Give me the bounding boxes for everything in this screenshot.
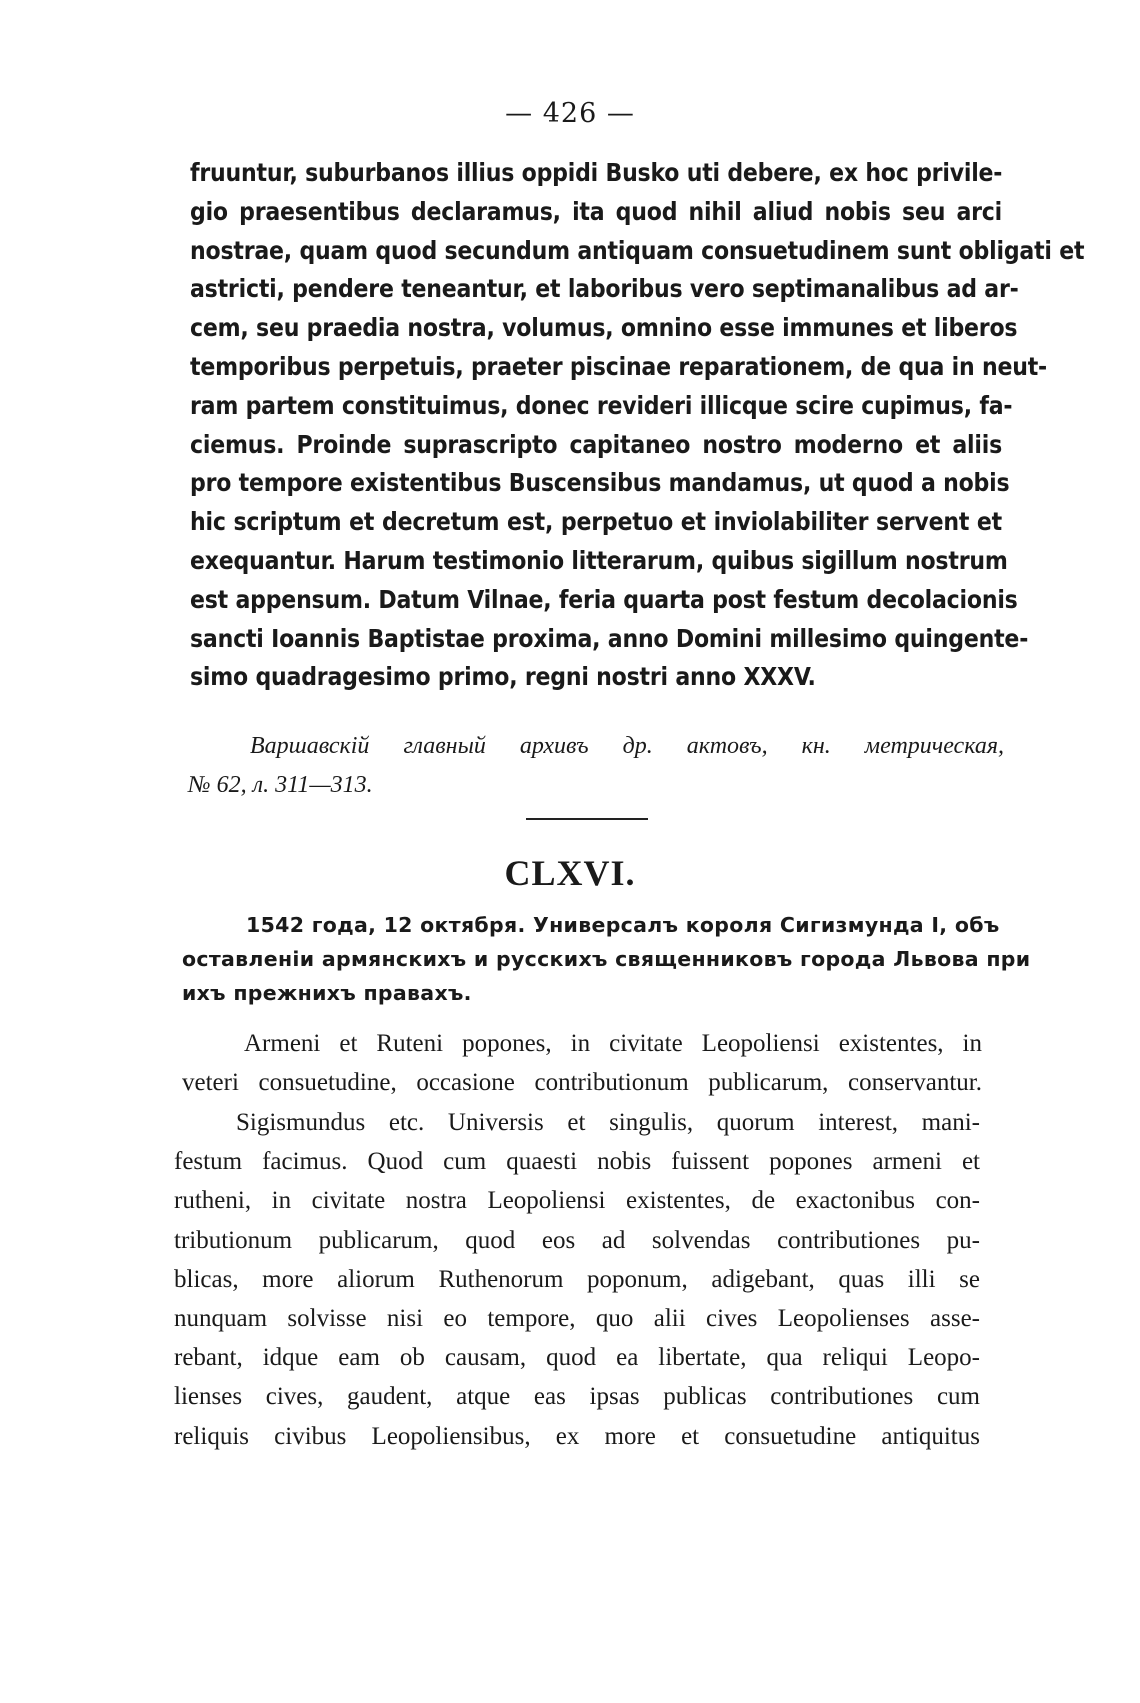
page-number: — 426 — [505,98,635,129]
text-line: fruuntur, suburbanos illius oppidi Busko uti debere, ex hoc privile- [190,158,1003,187]
summary-line: Armeni et Ruteni popones, in civitate Leopoliensi existentes, in [244,1030,982,1057]
heading-line: 1542 года, 12 октября. Универсалъ короля Сигизмунда I, объ [246,913,1000,937]
source-line: Варшавскій главный архивъ др. актовъ, кн. метрическая, [250,733,1004,759]
source-line: № 62, л. 311—313. [188,772,373,798]
heading-line: оставленіи армянскихъ и русскихъ священниковъ города Львова при [182,947,1031,971]
text-line: hic scriptum et decretum est, perpetuo et inviolabiliter servent et [190,507,1002,537]
text-line: astricti, pendere teneantur, et laboribus vero septimanalibus ad ar- [190,274,1019,304]
body-line: rebant, idque eam ob causam, quod ea libertate, qua reliqui Leopo- [174,1344,980,1372]
document-summary [182,1024,982,1102]
body-line: lienses cives, gaudent, atque eas ipsas publicas contributiones cum [174,1383,980,1411]
document-body [174,1103,980,1456]
text-line: pro tempore existentibus Buscensibus mandamus, ut quod a nobis [190,468,1010,498]
text-line: est appensum. Datum Vilnae, feria quarta post festum decolacionis [190,584,1018,614]
body-line: festum facimus. Quod cum quaesti nobis fuissent popones armeni et [174,1148,980,1176]
body-line: nunquam solvisse nisi eo tempore, quo alii cives Leopolienses asse- [174,1305,980,1333]
document-number: CLXVI. [504,853,636,893]
body-line: tributionum publicarum, quod eos ad solvendas contributiones pu- [174,1226,980,1254]
text-line: sancti Ioannis Baptistae proxima, anno Domini millesimo quingente- [190,623,1029,653]
text-line: simo quadragesimo primo, regni nostri anno XXXV. [190,662,816,692]
text-line: ram partem constituimus, donec revideri illicque scire cupimus, fa- [190,390,1013,420]
body-line: rutheni, in civitate nostra Leopoliensi existentes, de exactonibus con- [174,1187,980,1215]
body-line: reliquis civibus Leopoliensibus, ex more et consuetudine antiquitus [174,1422,980,1450]
archive-source-note [188,727,1004,805]
text-line: temporibus perpetuis, praeter piscinae reparationem, de qua in neut- [190,351,1047,381]
text-line: nostrae, quam quod secundum antiquam consuetudinem sunt obligati et [190,235,1085,265]
text-line: cem, seu praedia nostra, volumus, omnino esse immunes et liberos [190,313,1018,343]
heading-line: ихъ прежнихъ правахъ. [182,981,472,1005]
text-line: exequantur. Harum testimonio litterarum, quibus sigillum nostrum [190,545,1008,575]
body-line: Sigismundus etc. Universis et singulis, quorum interest, mani- [236,1109,980,1136]
text-line: gio praesentibus declaramus, ita quod nihil aliud nobis seu arci [190,196,1002,226]
summary-line: veteri consuetudine, occasione contributionum publicarum, conservantur. [182,1069,982,1096]
body-line: blicas, more aliorum Ruthenorum poponum, adigebant, quas illi se [174,1265,980,1293]
text-line: ciemus. Proinde suprascripto capitaneo nostro moderno et aliis [190,429,1002,459]
document-heading [182,908,1031,1010]
section-divider [526,818,648,820]
continuation-paragraph [190,154,1085,697]
